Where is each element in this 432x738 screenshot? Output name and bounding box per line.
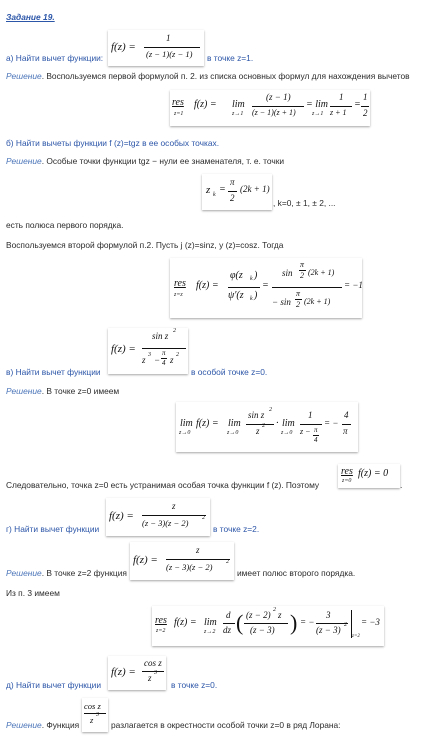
part-v-function-formula: f(z) = sin z 2 z 3 − π 4 z 2 [108, 328, 188, 374]
part-g-function-formula-repeat: f(z) = z (z − 3)(z − 2) 2 [130, 542, 234, 580]
solution-text: . В точке z=0 имеем [41, 386, 120, 396]
part-d-function-formula: f(z) = cos z z 3 [108, 656, 166, 690]
solution-label: Решение [6, 568, 42, 578]
part-b-prompt: б) Найти вычеты функции f (z)=tgz в ее особых точках. [6, 138, 220, 148]
solution-text: . Воспользуемся первой формулой п. 2. из списка основных формул для нахождения вычетов [41, 71, 410, 81]
part-d-solution [6, 720, 79, 731]
part-v-period: . [400, 480, 403, 490]
part-d-suffix: в точке z=0. [171, 680, 218, 690]
solution-text: . В точке z=2 функция [41, 568, 127, 578]
part-g-function-formula: f(z) = z (z − 3)(z − 2) 2 [106, 498, 210, 536]
part-g-prompt: г) Найти вычет функции [6, 524, 100, 534]
part-a-suffix: в точке z=1. [207, 53, 254, 63]
part-g-suffix: в точке z=2. [213, 524, 260, 534]
part-a-prompt: а) Найти вычет функции: [6, 53, 104, 63]
solution-label: Решение [6, 156, 42, 166]
part-v-prompt: в) Найти вычет функции [6, 367, 101, 377]
part-v-solution [6, 386, 119, 397]
part-a-solution [6, 71, 410, 82]
task-heading: Задание 19. [6, 12, 55, 22]
part-v-limit-formula: lim z→0 f(z) = lim z→0 sin z 2 z 2 · lim z→0 1 z − π 4 = − 4 π [176, 402, 358, 452]
part-g-residue-formula: res z=2 f(z) = lim z→2 d dz ( (z − 2) 2 z (z − 3) ) = − 3 (z − 3) 2 z=2 = −3 [152, 606, 384, 646]
part-b-k-values: , k=0, ± 1, ± 2, ... [273, 198, 336, 208]
part-g-solution-suffix: имеет полюс второго порядка. [237, 568, 356, 578]
part-b-second-formula-text: Воспользуемся второй формулой п.2. Пусть j (z)=sinz, y (z)=cosz. Тогда [6, 240, 284, 250]
part-v-conclusion-formula: res z=0 f(z) = 0 [338, 464, 400, 488]
part-a-function-formula: f(z) = 1 (z − 1)(z − 1) [108, 30, 204, 66]
solution-label: Решение [6, 386, 42, 396]
part-g-solution [6, 568, 127, 579]
part-b-poles-text: есть полюса первого порядка. [6, 220, 124, 230]
solution-text: . Особые точки функции tgz − нули ее знаменателя, т. е. точки [41, 156, 285, 166]
part-g-from-p3: Из п. 3 имеем [6, 588, 60, 598]
part-v-suffix: в особой точке z=0. [191, 367, 268, 377]
part-d-prompt: д) Найти вычет функции [6, 680, 102, 690]
part-a-residue-formula: res z=1 f(z) = lim z→1 (z − 1) (z − 1)(z + 1) = lim z→1 1 z + 1 = 1 2 [170, 90, 370, 126]
solution-label: Решение [6, 71, 42, 81]
part-b-points-formula: z k = π 2 (2k + 1) [202, 174, 272, 210]
part-d-solution-text: разлагается в окрестности особой точки z=0 в ряд Лорана: [111, 720, 341, 730]
part-v-conclusion: Следовательно, точка z=0 есть устранимая особая точка функции f (z). Поэтому [6, 480, 320, 490]
solution-label: Решение [6, 720, 42, 730]
part-b-residue-formula: res z=z f(z) = φ(z k ) ψ′(z k ) = sin π 2 (2k + 1) − sin π 2 (2k + 1) = −1 [170, 258, 362, 318]
part-d-mini-formula: cos z z 3 [82, 698, 108, 732]
part-b-solution [6, 156, 284, 167]
solution-pre: . Функция [41, 720, 80, 730]
